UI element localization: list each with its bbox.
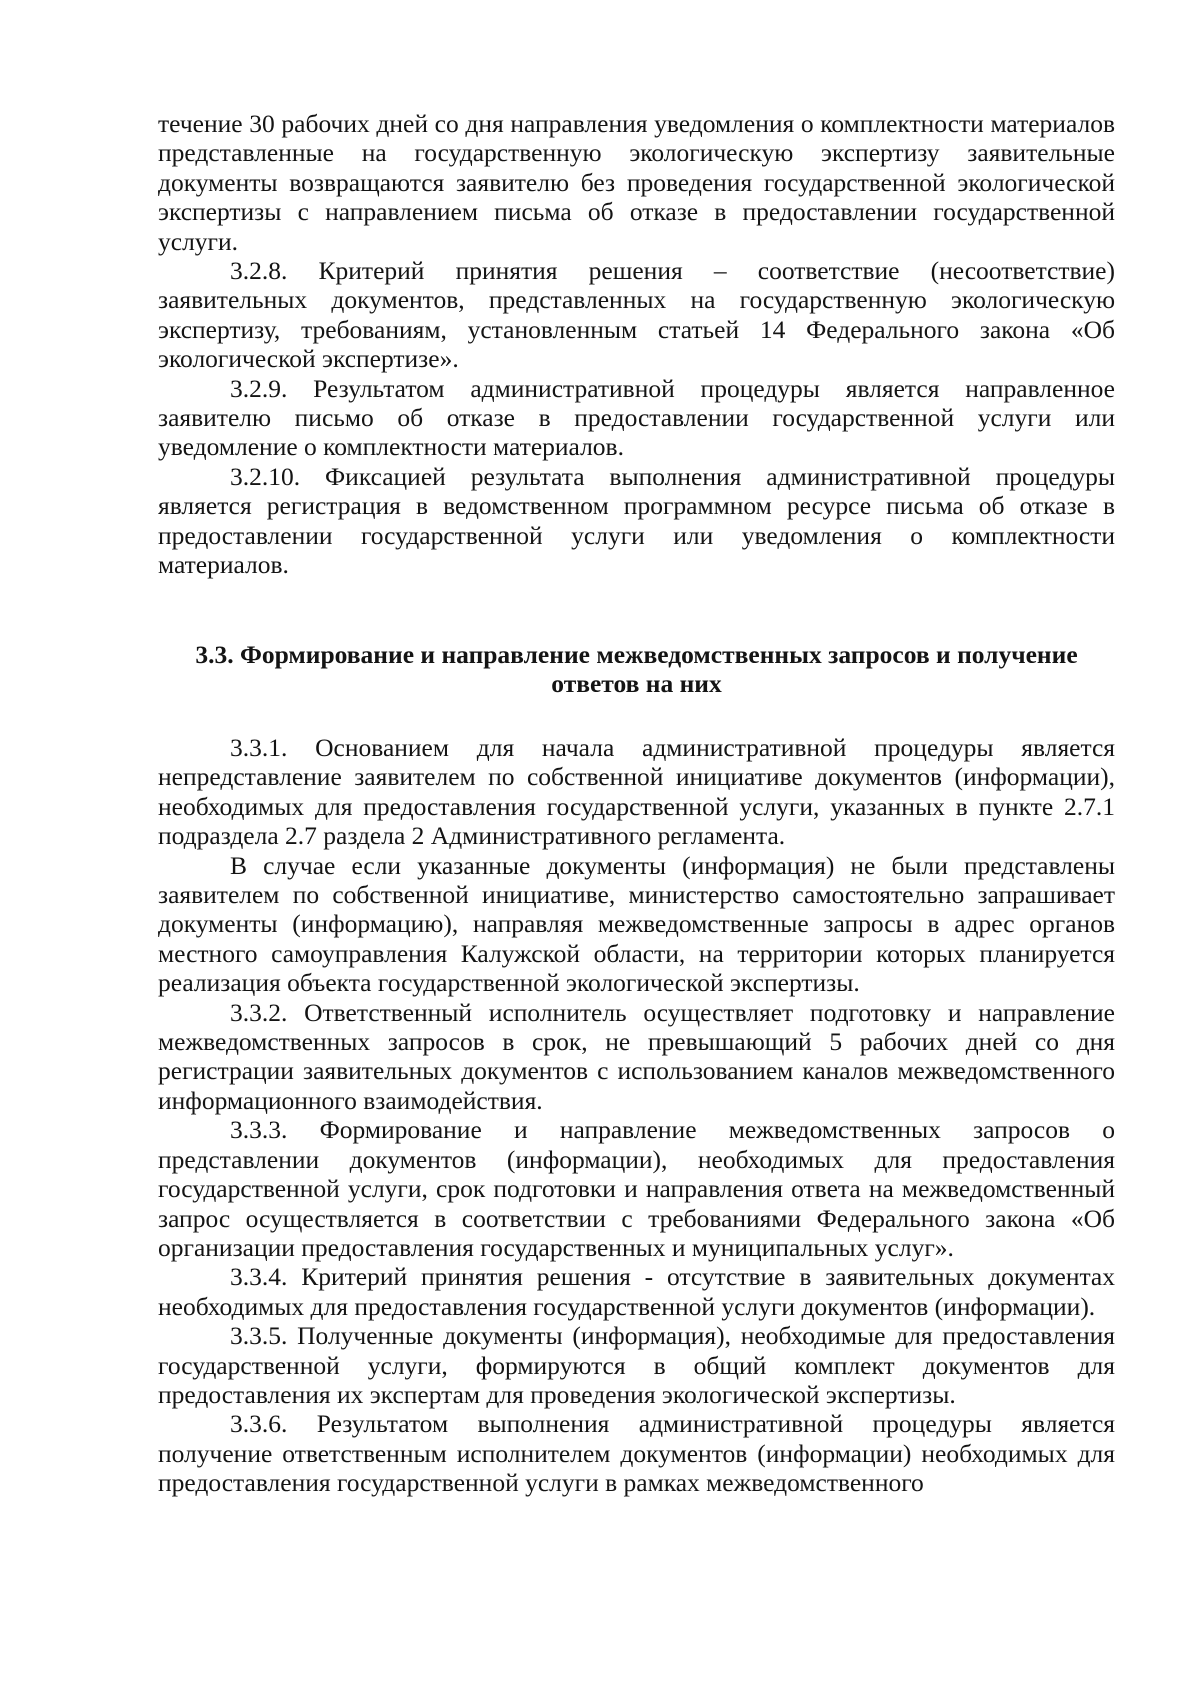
paragraph-3-3-6: 3.3.6. Результатом выполнения административной процедуры является получение ответственным исполнителем документов (информации) необходимых для предоставления государственной услуги в рамках межведомственного: [158, 1409, 1115, 1498]
paragraph-3-2-10: 3.2.10. Фиксацией результата выполнения административной процедуры является регистрация в ведомственном программном ресурсе письма об отказе в предоставлении государственной услуги или уведомления о комплектности материалов.: [158, 461, 1115, 580]
paragraph-3-3-4: 3.3.4. Критерий принятия решения - отсутствие в заявительных документах необходимых для предоставления государственной услуги документов (информации).: [158, 1262, 1115, 1321]
section-heading-line-2: ответов на них: [551, 669, 722, 698]
paragraph-3-3-1-case: В случае если указанные документы (информация) не были представлены заявителем по собственной инициативе, министерство самостоятельно запрашивает документы (информацию), направляя межведомственные запросы в адрес органов местного самоуправления Калужской области, на территории которых планируется реализация объекта государственной экологической экспертизы.: [158, 850, 1115, 998]
paragraph-3-3-3: 3.3.3. Формирование и направление межведомственных запросов о представлении документов (информации), необходимых для предоставления государственной услуги, срок подготовки и направления ответа на межведомственный запрос осуществляется в соответствии с требованиями Федерального закона «Об организации предоставления государственных и муниципальных услуг».: [158, 1115, 1115, 1262]
paragraphs-subsection-3-3: [158, 733, 1115, 1498]
paragraph-continuation: течение 30 рабочих дней со дня направления уведомления о комплектности материалов представленные на государственную экологическую экспертизу заявительные документы возвращаются заявителю без проведения государственной экологической экспертизы с направлением письма об отказе в предоставлении государственной услуги.: [158, 109, 1115, 256]
paragraph-3-2-9: 3.2.9. Результатом административной процедуры является направленное заявителю письмо об отказе в предоставлении государственной услуги или уведомление о комплектности материалов.: [158, 373, 1115, 462]
paragraph-3-2-8: 3.2.8. Критерий принятия решения – соответствие (несоответствие) заявительных документов, представленных на государственную экологическую экспертизу, требованиям, установленным статьей 14 Федерального закона «Об экологической экспертизе».: [158, 256, 1115, 374]
section-heading-3-3: [158, 640, 1115, 698]
paragraph-3-3-5: 3.3.5. Полученные документы (информация), необходимые для предоставления государственной услуги, формируются в общий комплект документов для предоставления их экспертам для проведения экологической экспертизы.: [158, 1321, 1115, 1409]
paragraphs-subsection-3-2: [158, 109, 1115, 580]
paragraph-3-3-1: 3.3.1. Основанием для начала административной процедуры является непредставление заявителем по собственной инициативе документов (информации), необходимых для предоставления государственной услуги, указанных в пункте 2.7.1 подраздела 2.7 раздела 2 Административного регламента.: [158, 733, 1115, 851]
paragraph-3-3-2: 3.3.2. Ответственный исполнитель осуществляет подготовку и направление межведомственных запросов в срок, не превышающий 5 рабочих дней со дня регистрации заявительных документов с использованием каналов межведомственного информационного взаимодействия.: [158, 997, 1115, 1115]
section-heading-line-1: 3.3. Формирование и направление межведомственных запросов и получение: [195, 640, 1078, 669]
